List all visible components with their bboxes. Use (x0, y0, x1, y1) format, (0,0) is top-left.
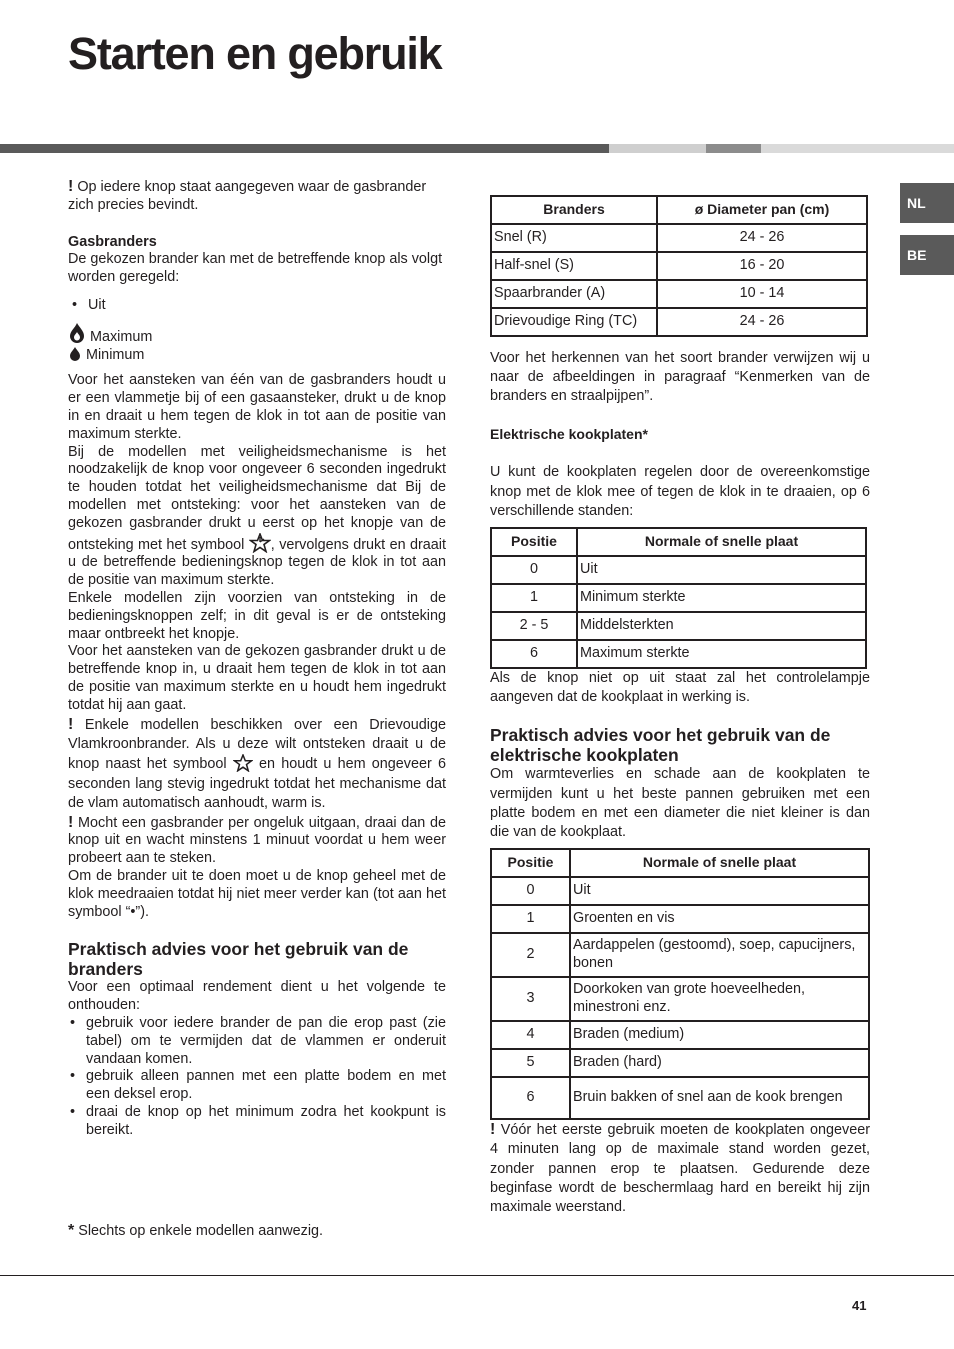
footnote: * Slechts op enkele modellen aanwezig. (68, 1222, 324, 1239)
legend-max: Maximum (68, 323, 446, 347)
warning-mark: ! (68, 178, 74, 195)
plate-usage-table (490, 848, 870, 1120)
legend-min: Minimum (68, 347, 446, 365)
plate-advice-text: Om warmteverlies en schade aan de kookplaten te vermijden kunt u het beste pannen gebruiken met een platte bodem en met een diameter die niet kleiner is dan die van de kookplaat. (490, 766, 870, 841)
paragraph-hold: Voor het aansteken van de gekozen gasbrander drukt u de betreffende knop in, u draait hem tegen de klok in tot aan de positie van maximum sterkte en u houdt hem ingedrukt totdat hij aan gaat. (68, 643, 446, 713)
gas-intro: De gekozen brander kan met de betreffende knop als volgt worden geregeld: (68, 251, 443, 286)
table-header (491, 196, 867, 224)
table-row: 0 Uit (491, 556, 866, 584)
table-row: 6 Bruin bakken of snel aan de kook brengen (491, 1077, 869, 1119)
table-row: 3 Doorkoken van grote hoeveelheden, minestroni enz. (491, 977, 869, 1021)
paragraph-turn-off: Om de brander uit te doen moet u de knop geheel met de klok meedraaien totdat hij niet meer verder kan (tot aan het symbool “•”). (68, 867, 446, 920)
language-tab-nl: NL (900, 183, 954, 223)
burner-reference: Voor het herkennen van het soort brander verwijzen wij u naar de afbeeldingen in paragraaf “Kenmerken van de branders en straalpijpen”. (490, 350, 870, 405)
language-tab-be: BE (900, 235, 954, 275)
table-row: Snel (R) 24 - 26 (491, 224, 867, 252)
spark-icon (249, 533, 271, 553)
column-header: Branders (491, 196, 657, 224)
header-rule-dark (0, 144, 609, 153)
table-row: Spaarbrander (A) 10 - 14 (491, 280, 867, 308)
column-header: Normale of snelle plaat (577, 528, 866, 556)
table-row: 1 Groenten en vis (491, 905, 869, 933)
asterisk-mark: * (68, 1222, 75, 1239)
plate-settings-table (490, 527, 867, 669)
burner-advice-intro: Voor een optimaal rendement dient u het volgende te onthouden: (68, 979, 446, 1014)
table-row: 2 Aardappelen (gestoomd), soep, capucijners, bonen (491, 933, 869, 977)
paragraph-knob-ignition: Enkele modellen zijn voorzien van ontsteking in de bedieningsknoppen zelf; in dit geval is er de ontsteking maar ontbreekt het knopje. (68, 589, 446, 642)
list-item: • gebruik alleen pannen met een platte bodem en met een deksel erop. (86, 1068, 446, 1104)
knob-legend (68, 297, 446, 364)
page-title: Starten en gebruik (68, 28, 442, 79)
footer-rule (0, 1275, 954, 1276)
column-header: Positie (491, 849, 570, 877)
first-use-note: ! Vóór het eerste gebruik moeten de kookplaten ongeveer 4 minuten lang op de maximale stand worden gezet, zonder pannen erop te plaatsen. Gedurende deze beginfase wordt de beschermlaag hard en bereikt hij zijn maximale weerstand. (490, 1121, 870, 1216)
paragraph-triple-ring: ! Enkele modellen beschikken over een Drievoudige Vlamkroonbrander. Als u deze wilt ontsteken draait u de knop naast het symbool en houdt u hem ongeveer 6 seconden lang stevig ingedrukt totdat het mechanisme dat de vlam automatisch aanhoudt, warm is. (68, 715, 447, 812)
gas-heading: Gasbranders (68, 233, 157, 250)
table-row: 5 Braden (hard) (491, 1049, 869, 1077)
table-row: 1 Minimum sterkte (491, 584, 866, 612)
header-rule-light-2 (761, 144, 954, 153)
list-item: • draai de knop op het minimum zodra het kookpunt is bereikt. (86, 1104, 446, 1140)
paragraph-flame-out: ! Mocht een gasbrander per ongeluk uitgaan, draai dan de knop uit en wacht minstens 1 minuut voordat u hem weer probeert aan te steken. (68, 813, 446, 867)
column-header: Normale of snelle plaat (570, 849, 869, 877)
electric-intro: U kunt de kookplaten regelen door de overeenkomstige knop met de klok mee of tegen de klok in te draaien, op 6 verschillende standen: (490, 464, 870, 519)
table-row: 6 Maximum sterkte (491, 640, 866, 668)
header-rule-light-1 (609, 144, 706, 153)
plate-advice-heading: Praktisch advies voor het gebruik van de elektrische kookplaten (490, 725, 831, 765)
gas-instructions (68, 372, 446, 921)
burner-advice-heading: Praktisch advies voor het gebruik van de branders (68, 939, 409, 979)
list-item: • gebruik voor iedere brander de pan die erop past (zie tabel) om te vermijden dat de vlammen er onderuit vandaan komen. (86, 1015, 446, 1068)
table-header (491, 528, 866, 556)
table-row: Half-snel (S) 16 - 20 (491, 252, 867, 280)
large-flame-icon (68, 323, 86, 343)
left-column (68, 178, 446, 1140)
burner-advice-list (68, 1015, 446, 1140)
intro-paragraph: ! Op iedere knop staat aangegeven waar de gasbrander zich precies bevindt. (68, 178, 427, 213)
header-rule-mid (706, 144, 761, 153)
table-row: 4 Braden (medium) (491, 1021, 869, 1049)
bullet-icon: • (72, 296, 78, 313)
column-header: Positie (491, 528, 577, 556)
table-row: Drievoudige Ring (TC) 24 - 26 (491, 308, 867, 336)
small-flame-icon (68, 347, 82, 361)
page-number: 41 (852, 1298, 867, 1313)
paragraph-safety: Bij de modellen met veiligheidsmechanisme is het noodzakelijk de knop voor ongeveer 6 seconden ingedrukt te houden totdat het veiligheidsmechanisme dat Bij de modellen met ontsteking: voor het aansteken van de gekozen gasbrander drukt u eerst op het knopje van de ontsteking met het symbool , vervolgens drukt en draait u de betreffende bedieningsknop tegen de klok in tot aan de positie van maximum sterkte. (68, 443, 446, 589)
paragraph-ignite: Voor het aansteken van één van de gasbranders houdt u er een vlammetje bij of een gasaansteker, drukt u de knop in en draait u hem tegen de klok in tot aan de positie van maximum sterkte. (68, 372, 446, 442)
table-header (491, 849, 869, 877)
table-row: 2 - 5 Middelsterkten (491, 612, 866, 640)
electric-heading: Elektrische kookplaten* (490, 425, 648, 442)
burner-table (490, 195, 868, 337)
right-column (490, 195, 870, 1217)
legend-off: • Uit (68, 297, 446, 315)
burner-advice (68, 979, 446, 1139)
table-row: 0 Uit (491, 877, 869, 905)
indicator-note: Als de knop niet op uit staat zal het controlelampje aangeven dat de kookplaat in werking is. (490, 670, 870, 706)
column-header: ø Diameter pan (cm) (657, 196, 867, 224)
star-icon (233, 754, 253, 772)
